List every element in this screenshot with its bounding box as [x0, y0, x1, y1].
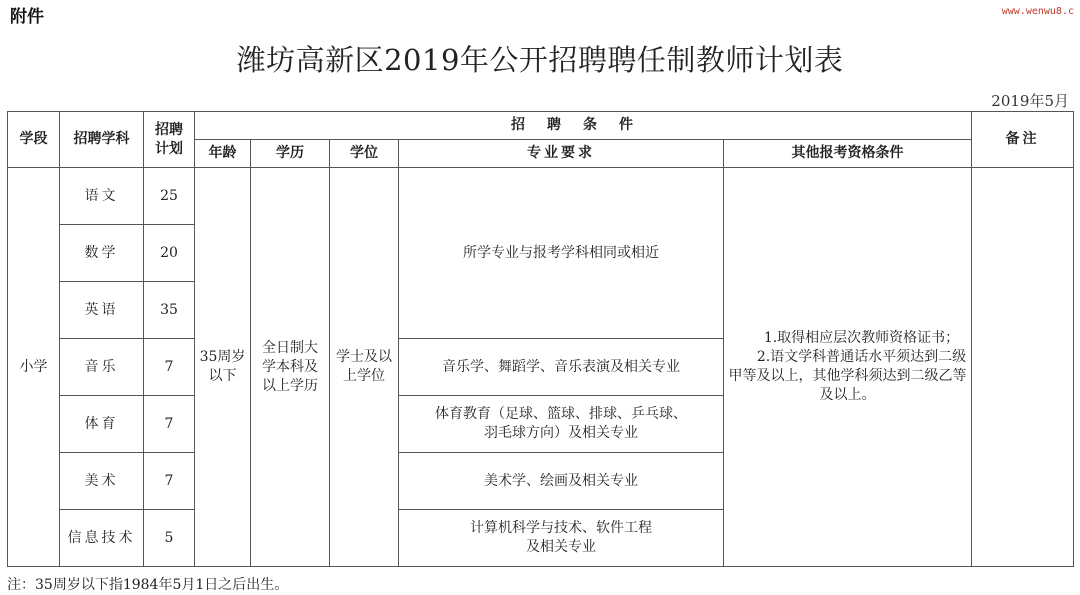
- annex-label: 附件: [10, 7, 44, 27]
- major-text: 计算机科学与技术、软件工程 及相关专业: [470, 520, 652, 555]
- subject-cell: 数学: [60, 225, 144, 282]
- plan-cell: 25: [144, 168, 195, 225]
- header-row-1: [8, 112, 1074, 140]
- age-cell: [195, 168, 251, 567]
- header-other: 其他报考资格条件: [724, 140, 972, 168]
- subject-cell: 英语: [60, 282, 144, 339]
- other-conditions-cell: [724, 168, 972, 567]
- subject-cell: 美术: [60, 453, 144, 510]
- major-cell: [399, 168, 724, 339]
- plan-cell: 7: [144, 396, 195, 453]
- header-stage: 学段: [8, 112, 60, 168]
- header-degree: 学位: [330, 140, 399, 168]
- subject-cell: 音乐: [60, 339, 144, 396]
- subject-cell: 体育: [60, 396, 144, 453]
- major-cell: [399, 396, 724, 453]
- table-row: [8, 168, 1074, 225]
- education-text: 全日制大 学本科及 以上学历: [262, 339, 318, 394]
- watermark: www.wenwu8.c: [1001, 6, 1074, 17]
- remark-cell: [972, 168, 1074, 567]
- plan-cell: 35: [144, 282, 195, 339]
- header-conditions: 招聘条件: [195, 112, 972, 140]
- page-title: 潍坊高新区2019年公开招聘聘任制教师计划表: [236, 43, 844, 77]
- plan-cell: 20: [144, 225, 195, 282]
- header-age: 年龄: [195, 140, 251, 168]
- major-text: 美术学、绘画及相关专业: [484, 472, 638, 489]
- major-text: 音乐学、舞蹈学、音乐表演及相关专业: [442, 358, 680, 375]
- header-plan-text: 招聘 计划: [155, 121, 183, 157]
- major-cell: [399, 339, 724, 396]
- header-subject: 招聘学科: [60, 112, 144, 168]
- header-remark: 备注: [972, 112, 1074, 168]
- document-date: 2019年5月: [991, 92, 1069, 110]
- subject-cell: 语文: [60, 168, 144, 225]
- header-plan: [144, 112, 195, 168]
- header-education: 学历: [251, 140, 330, 168]
- recruitment-plan-table: [7, 111, 1074, 567]
- age-text: 35周岁 以下: [199, 349, 246, 384]
- other-condition-line: 1.取得相应层次教师资格证书；: [763, 330, 960, 346]
- plan-cell: 7: [144, 453, 195, 510]
- footnote: 注：35周岁以下指1984年5月1日之后出生。: [7, 577, 289, 593]
- plan-cell: 7: [144, 339, 195, 396]
- other-condition-line: 2.语文学科普通话水平须达到二级甲等及以上，其他学科须达到二级乙等及以上。: [728, 349, 967, 403]
- education-cell: [251, 168, 330, 567]
- header-major: 专业要求: [399, 140, 724, 168]
- degree-text: 学士及以 上学位: [336, 349, 392, 384]
- major-text: 体育教育（足球、篮球、排球、乒乓球、 羽毛球方向）及相关专业: [435, 406, 687, 441]
- major-text: 所学专业与报考学科相同或相近: [463, 244, 659, 261]
- stage-cell: 小学: [8, 168, 60, 567]
- major-cell: [399, 453, 724, 510]
- major-cell: [399, 510, 724, 567]
- degree-cell: [330, 168, 399, 567]
- subject-cell: 信息技术: [60, 510, 144, 567]
- plan-cell: 5: [144, 510, 195, 567]
